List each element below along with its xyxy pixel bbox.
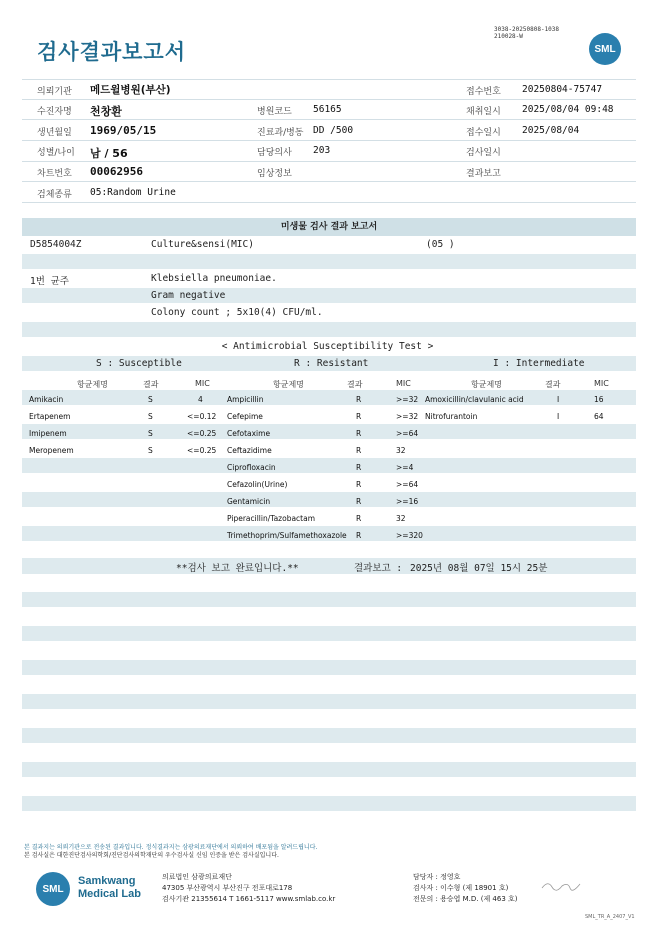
specimen-label: 검체종류 — [37, 190, 72, 200]
ast-mic: 32 — [396, 514, 406, 523]
examinee-label: 수진자명 — [37, 107, 72, 117]
ast-drug: Trimethoprim/Sulfamethoxazole — [227, 531, 347, 540]
completion-message: **검사 보고 완료입니다.** — [176, 563, 299, 574]
ast-mic: 64 — [594, 412, 604, 421]
document-code-line1: 3038-20250808-1038 — [494, 26, 560, 33]
hospital-code-label: 병원코드 — [257, 107, 292, 117]
col-header-drug: 항균제명 — [77, 380, 108, 389]
divider — [22, 181, 636, 182]
report-title: 검사결과보고서 — [37, 40, 187, 64]
row-band — [22, 254, 636, 269]
legend-resistant: R : Resistant — [294, 358, 369, 369]
col-header-result: 결과 — [545, 380, 561, 389]
chart-no-label: 차트번호 — [37, 169, 72, 179]
ast-mic: >=32 — [396, 412, 419, 421]
ast-drug: Ertapenem — [29, 412, 71, 421]
footer-staff-1: 담당자 : 정영호 — [413, 873, 461, 881]
ast-result: R — [356, 531, 362, 540]
col-header-mic: MIC — [396, 379, 411, 388]
examinee-value: 천창환 — [90, 105, 122, 118]
test-name: Culture&sensi(MIC) — [151, 239, 254, 250]
ast-result: S — [148, 395, 153, 404]
hospital-code-value: 56165 — [313, 104, 342, 115]
ast-result: R — [356, 412, 362, 421]
ast-result: R — [356, 429, 362, 438]
ast-result: R — [356, 480, 362, 489]
receipt-no-value: 20250804-75747 — [522, 84, 603, 95]
ast-result: R — [356, 463, 362, 472]
row-band — [22, 458, 636, 473]
signature-icon — [540, 878, 585, 892]
row-band — [22, 424, 636, 439]
sex-age-label: 성별/나이 — [37, 148, 75, 158]
ast-drug: Amikacin — [29, 395, 64, 404]
gram-stain: Gram negative — [151, 290, 226, 301]
row-band — [22, 492, 636, 507]
footer-address-2: 47305 부산광역시 부산진구 전포대로178 — [162, 884, 293, 892]
col-header-mic: MIC — [195, 379, 210, 388]
form-code: SML_TR_A_2407_V1 — [585, 914, 635, 920]
ast-mic: >=4 — [396, 463, 414, 472]
ast-result: R — [356, 395, 362, 404]
dob-label: 생년월일 — [37, 128, 72, 138]
document-code — [494, 26, 559, 40]
col-header-drug: 항균제명 — [471, 380, 502, 389]
row-band — [22, 728, 636, 743]
ast-mic: >=16 — [396, 497, 419, 506]
ast-result: S — [148, 412, 153, 421]
ast-drug: Ceftazidime — [227, 446, 272, 455]
legend-susceptible: S : Susceptible — [96, 358, 182, 369]
ast-mic: >=320 — [396, 531, 423, 540]
col-header-drug: 항균제명 — [273, 380, 304, 389]
footer-address-3: 검사기관 21355614 T 1661-5117 www.smlab.co.kr — [162, 895, 336, 903]
micro-section-title: 미생물 검사 결과 보고서 — [22, 218, 636, 236]
ast-mic: 4 — [198, 395, 203, 404]
footer-notice-2: 본 검사실은 대한진단검사의학회/진단검사의학재단의 우수검사실 신임 인증을 받은 검사실입니다. — [24, 852, 279, 859]
row-band — [22, 288, 636, 303]
receipt-date-label: 접수일시 — [466, 128, 501, 138]
report-time-value: 2025년 08월 07일 15시 25분 — [410, 563, 548, 574]
ast-mic: >=64 — [396, 480, 419, 489]
test-id: D5854004Z — [30, 239, 82, 250]
ast-drug: Nitrofurantoin — [425, 412, 478, 421]
ast-drug: Ampicillin — [227, 395, 264, 404]
clinical-info-label: 임상정보 — [257, 169, 292, 179]
row-band — [22, 762, 636, 777]
sex-age-value: 남 / 56 — [90, 147, 128, 160]
ast-drug: Cefotaxime — [227, 429, 271, 438]
test-code: (05 ) — [426, 239, 455, 250]
ast-result: S — [148, 429, 153, 438]
row-band — [22, 390, 636, 405]
legend-intermediate: I : Intermediate — [493, 358, 585, 369]
receipt-no-label: 접수번호 — [466, 87, 501, 97]
ast-drug: Amoxicillin/clavulanic acid — [425, 395, 524, 404]
document-code-line2: 210028-W — [494, 33, 523, 40]
row-band — [22, 694, 636, 709]
dept-value: DD /500 — [313, 125, 354, 136]
test-date-label: 검사일시 — [466, 148, 501, 158]
col-header-result: 결과 — [347, 380, 363, 389]
ast-mic: >=64 — [396, 429, 419, 438]
ast-drug: Cefazolin(Urine) — [227, 480, 288, 489]
doctor-label: 담당의사 — [257, 148, 292, 158]
institution-value: 메드윌병원(부산) — [90, 84, 171, 96]
ast-drug: Piperacillin/Tazobactam — [227, 514, 316, 523]
col-header-mic: MIC — [594, 379, 609, 388]
ast-mic: <=0.25 — [187, 446, 217, 455]
ast-drug: Meropenem — [29, 446, 74, 455]
col-header-result: 결과 — [143, 380, 159, 389]
ast-mic: 16 — [594, 395, 604, 404]
ast-drug: Ciprofloxacin — [227, 463, 276, 472]
ast-result: S — [148, 446, 153, 455]
row-band — [22, 660, 636, 675]
ast-title: < Antimicrobial Susceptibility Test > — [221, 341, 434, 352]
row-band — [22, 626, 636, 641]
divider — [22, 119, 636, 120]
footer-staff-3: 전문의 : 용승엽 M.D. (제 463 호) — [413, 895, 518, 903]
divider — [22, 79, 636, 80]
dept-label: 진료과/병동 — [257, 128, 304, 138]
isolate-label: 1번 균주 — [30, 276, 69, 287]
row-band — [22, 796, 636, 811]
ast-drug: Gentamicin — [227, 497, 271, 506]
footer-notice-1: 본 결과지는 의뢰기관으로 전송된 결과입니다. 정식결과지는 삼광의료재단에서 의뢰하여 배포됨을 알려드립니다. — [24, 844, 318, 851]
dob-value: 1969/05/15 — [90, 124, 157, 137]
ast-result: R — [356, 514, 362, 523]
row-band — [22, 592, 636, 607]
ast-result: I — [557, 395, 560, 404]
collect-label: 채취일시 — [466, 107, 501, 117]
receipt-date-value: 2025/08/04 — [522, 125, 580, 136]
institution-label: 의뢰기관 — [37, 87, 72, 97]
ast-drug: Imipenem — [29, 429, 67, 438]
divider — [22, 202, 636, 203]
collect-value: 2025/08/04 09:48 — [522, 104, 614, 115]
footer-address-1: 의료법인 삼광의료재단 — [162, 873, 232, 881]
row-band — [22, 322, 636, 337]
divider — [22, 161, 636, 162]
doctor-value: 203 — [313, 145, 331, 156]
ast-mic: <=0.12 — [187, 412, 217, 421]
chart-no-value: 00062956 — [90, 165, 143, 178]
footer-org-line1: Samkwang — [78, 875, 136, 887]
ast-mic: <=0.25 — [187, 429, 217, 438]
ast-result: R — [356, 446, 362, 455]
footer-staff-2: 검사자 : 이수형 (제 18901 호) — [413, 884, 509, 892]
ast-result: I — [557, 412, 560, 421]
organism-name: Klebsiella pneumoniae. — [151, 273, 277, 284]
ast-mic: 32 — [396, 446, 406, 455]
divider — [22, 99, 636, 100]
footer-org-line2: Medical Lab — [78, 888, 141, 900]
footer-sml-logo: SML — [36, 872, 70, 906]
report-time-label: 결과보고 : — [354, 563, 403, 574]
colony-count: Colony count ; 5x10(4) CFU/ml. — [151, 307, 323, 318]
report-label: 결과보고 — [466, 169, 501, 179]
footer-org-name — [78, 875, 141, 901]
specimen-value: 05:Random Urine — [90, 187, 176, 198]
ast-drug: Cefepime — [227, 412, 263, 421]
sml-logo: SML — [589, 33, 621, 65]
ast-mic: >=32 — [396, 395, 419, 404]
ast-result: R — [356, 497, 362, 506]
divider — [22, 140, 636, 141]
